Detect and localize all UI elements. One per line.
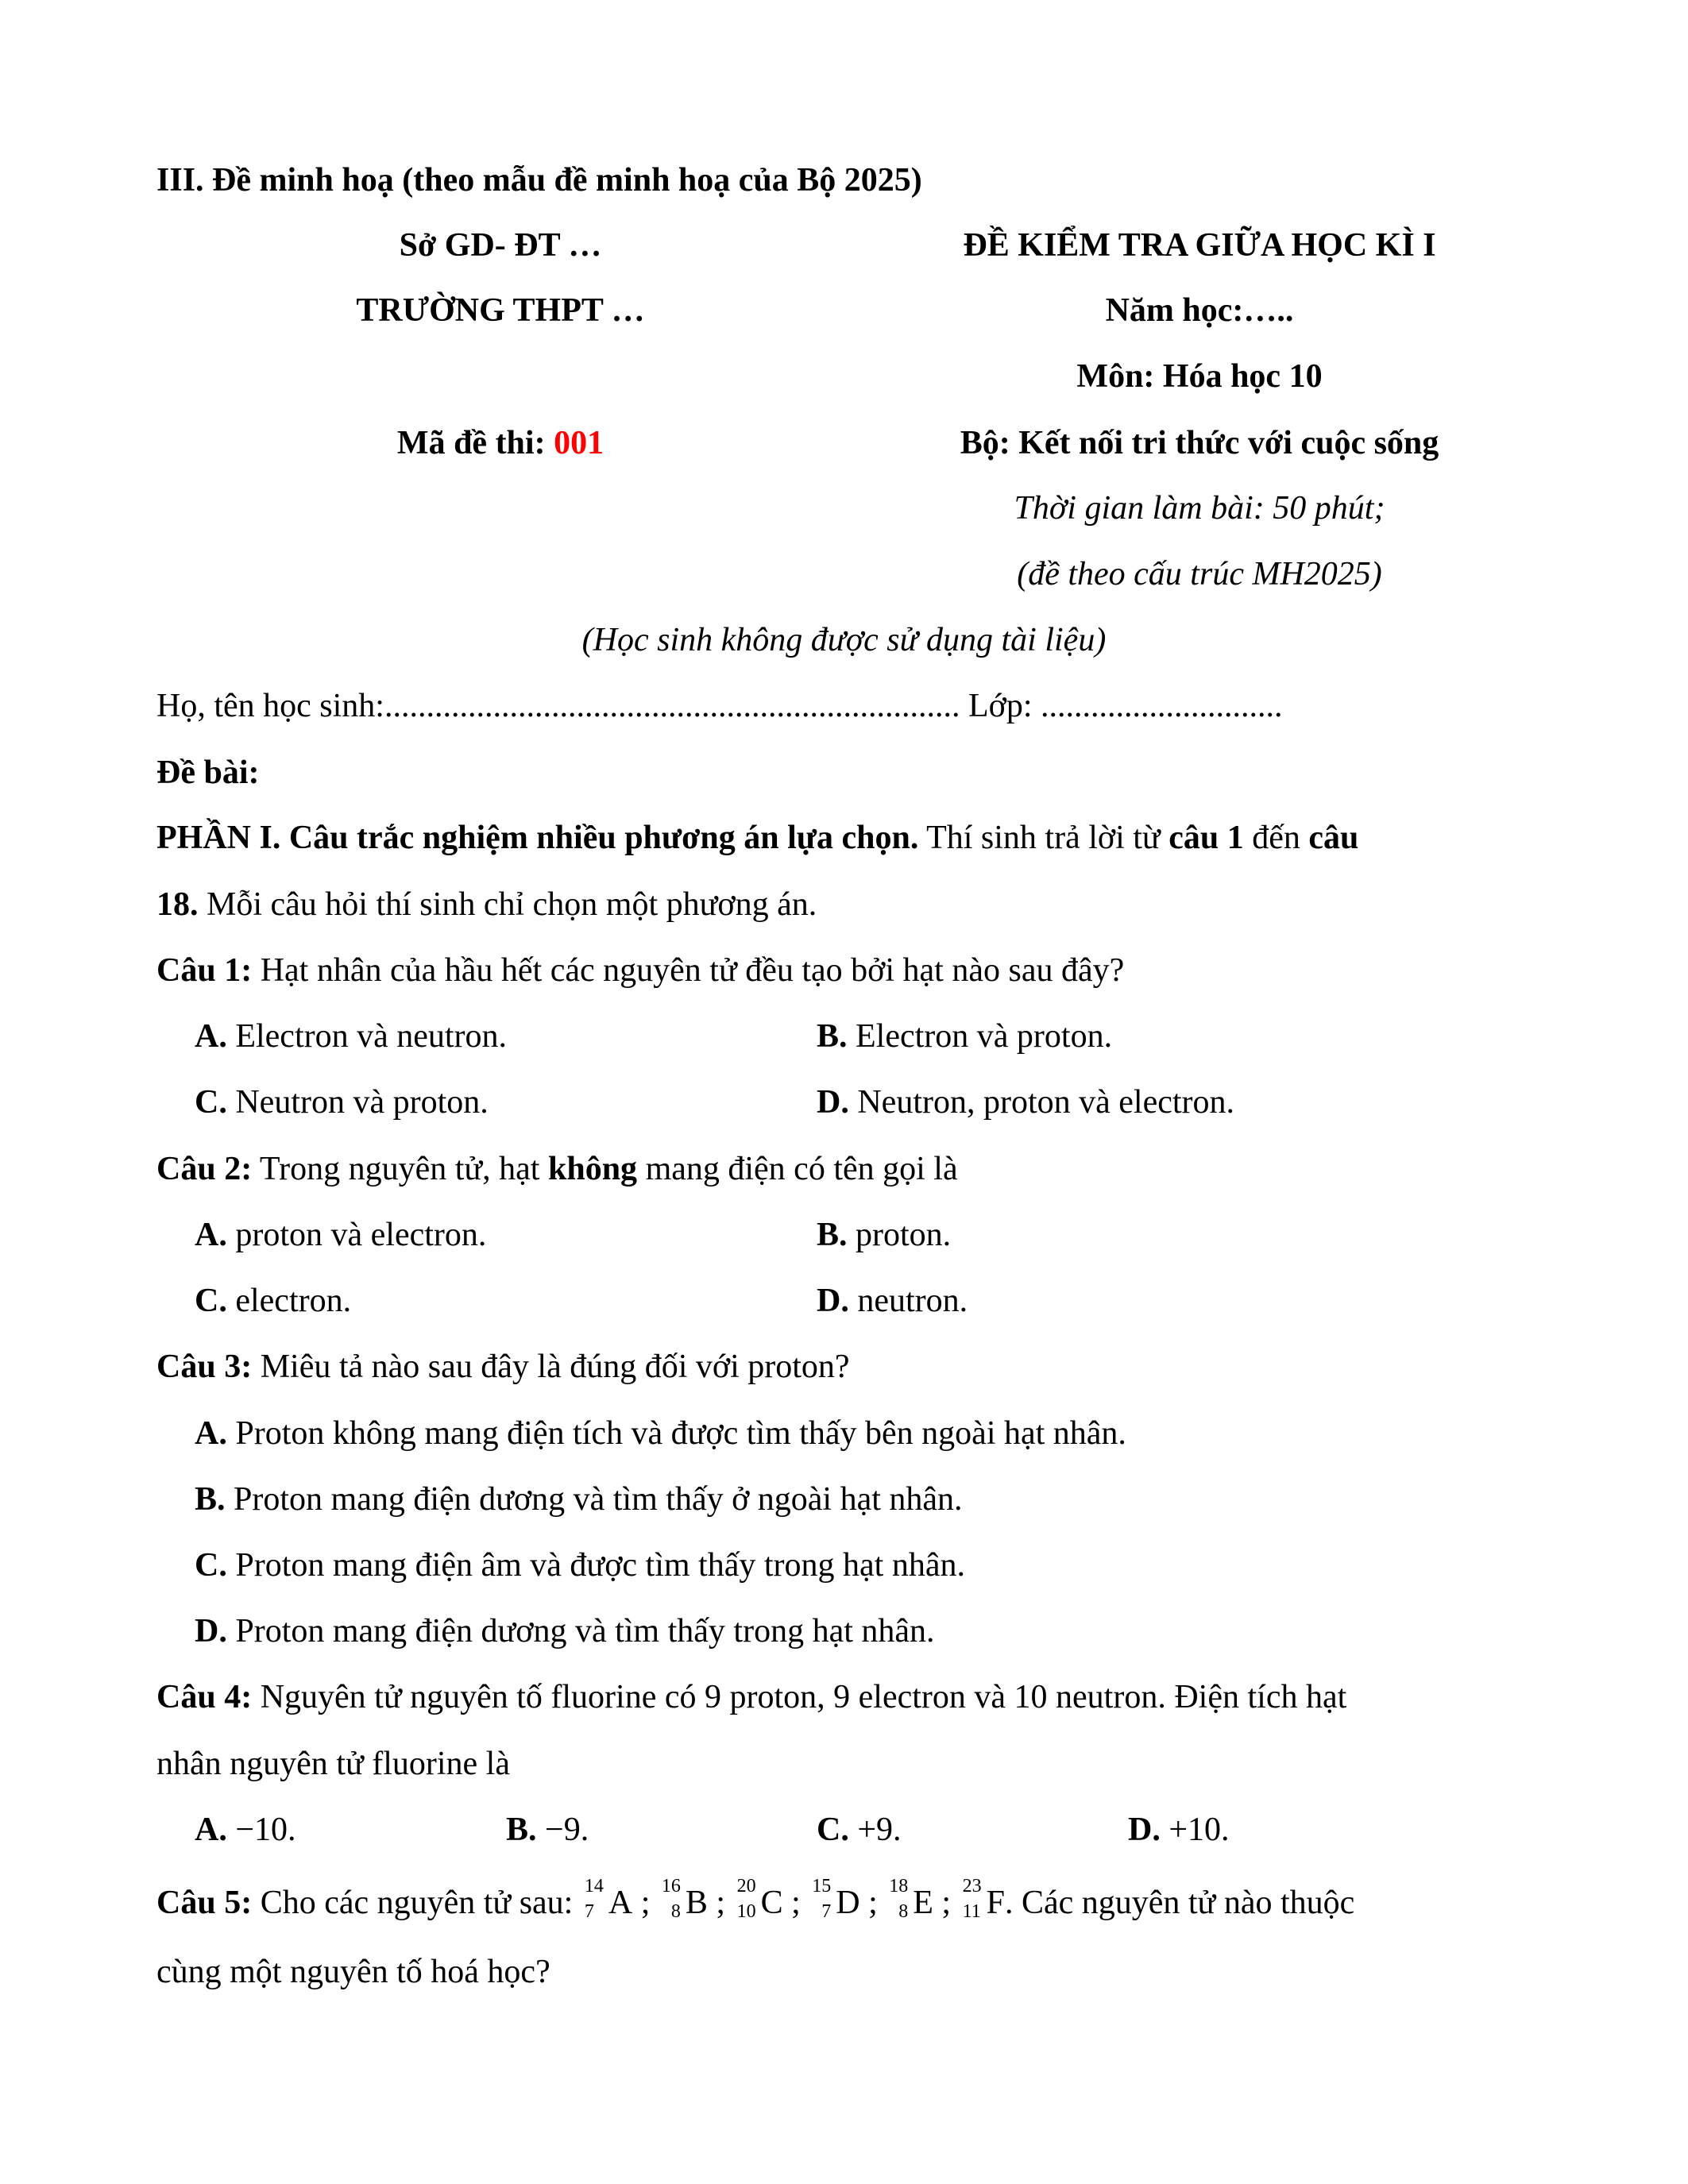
q1-option-d (817, 1086, 1234, 1119)
mass-number: 14 (584, 1876, 604, 1897)
q2-option-d (817, 1284, 968, 1318)
option-letter: A. (195, 1018, 227, 1055)
atomic-number: 10 (736, 1901, 756, 1922)
separator: ; (782, 1885, 801, 1921)
student-name-line: Họ, tên học sinh:..................................................................... Lớp: ............................. (156, 688, 1283, 724)
option-text: electron. (235, 1283, 352, 1319)
department-name: Sở GD- ĐT … (399, 227, 602, 264)
question-4-cont: nhân nguyên tử fluorine là (156, 1746, 510, 1782)
q1-option-c (195, 1086, 489, 1119)
mass-number: 16 (661, 1876, 681, 1897)
element-symbol: E (913, 1885, 933, 1921)
option-text: Electron và proton. (856, 1018, 1113, 1055)
exam-code (270, 426, 731, 460)
part1-text-bold: 18. (156, 886, 199, 923)
option-text: Neutron, proton và electron. (857, 1084, 1235, 1121)
question-text-bold: không (547, 1151, 638, 1187)
q1-option-b (817, 1020, 1112, 1053)
no-materials-note: (Học sinh không được sử dụng tài liệu) (581, 622, 1107, 658)
option-text: neutron. (857, 1283, 968, 1319)
question-4 (156, 1680, 1346, 1714)
option-text: Proton mang điện dương và tìm thấy ở ngoài hạt nhân. (234, 1481, 963, 1518)
question-label: Câu 3: (156, 1349, 253, 1385)
atomic-number: 7 (584, 1901, 594, 1922)
part1-text-bold: câu (1308, 820, 1359, 856)
option-letter: A. (195, 1217, 227, 1253)
question-text: mang điện có tên gọi là (637, 1151, 958, 1187)
atomic-number: 11 (962, 1901, 981, 1922)
mass-number: 20 (736, 1876, 756, 1897)
isotope-a (584, 1876, 633, 1922)
q2-option-b (817, 1218, 951, 1252)
question-label: Câu 4: (156, 1679, 253, 1715)
element-symbol: D (836, 1885, 860, 1921)
separator: ; (707, 1885, 726, 1921)
q3-option-a (195, 1417, 1126, 1450)
question-text: Miêu tả nào sau đây là đúng đối với proton? (252, 1349, 850, 1385)
option-letter: D. (1128, 1812, 1161, 1848)
question-2 (156, 1152, 958, 1186)
option-text: Proton mang điện âm và được tìm thấy trong hạt nhân. (235, 1547, 965, 1584)
atomic-number: 7 (821, 1901, 832, 1922)
section-title: III. Đề minh hoạ (theo mẫu đề minh hoạ của Bộ 2025) (156, 162, 922, 199)
separator: ; (933, 1885, 952, 1921)
option-letter: C. (195, 1084, 227, 1121)
option-text: Proton mang điện dương và tìm thấy trong hạt nhân. (235, 1613, 935, 1650)
option-letter: A. (195, 1812, 227, 1848)
question-label: Câu 5: (156, 1885, 253, 1921)
question-1 (156, 954, 1124, 987)
separator: ; (632, 1885, 651, 1921)
part1-text-bold: câu 1 (1168, 820, 1244, 856)
option-letter: C. (195, 1547, 227, 1584)
option-letter: A. (195, 1415, 227, 1452)
q4-option-a (195, 1813, 296, 1846)
question-5 (156, 1876, 1355, 1922)
option-letter: B. (817, 1217, 848, 1253)
question-label: Câu 1: (156, 952, 253, 989)
atomic-number: 8 (670, 1901, 681, 1922)
option-letter: B. (195, 1481, 226, 1518)
option-text: +9. (857, 1812, 902, 1848)
q4-option-b (506, 1813, 589, 1846)
option-text: +10. (1168, 1812, 1230, 1848)
part1-text: đến (1243, 820, 1309, 856)
mass-number: 15 (812, 1876, 832, 1897)
q4-option-d (1128, 1813, 1230, 1846)
mass-number: 23 (962, 1876, 982, 1897)
option-text: −10. (235, 1812, 296, 1848)
school-name: TRƯỜNG THPT … (356, 292, 645, 329)
part1-title: PHẦN I. Câu trắc nghiệm nhiều phương án lựa chọn. (156, 820, 919, 856)
option-letter: D. (817, 1084, 849, 1121)
textbook-series: Bộ: Kết nối tri thức với cuộc sống (960, 425, 1439, 461)
exam-title: ĐỀ KIỂM TRA GIỮA HỌC KÌ I (963, 227, 1436, 264)
option-letter: C. (817, 1812, 849, 1848)
isotope-e (889, 1876, 933, 1922)
option-letter: B. (506, 1812, 537, 1848)
q3-option-d (195, 1615, 935, 1648)
duration: Thời gian làm bài: 50 phút; (1014, 490, 1385, 527)
isotope-f (962, 1876, 1005, 1922)
isotope-d (812, 1876, 860, 1922)
part1-text: Mỗi câu hỏi thí sinh chỉ chọn một phương án. (198, 886, 817, 923)
option-text: −9. (545, 1812, 589, 1848)
q2-option-c (195, 1284, 351, 1318)
option-text: proton. (856, 1217, 952, 1253)
element-symbol: B (685, 1885, 708, 1921)
question-text: Trong nguyên tử, hạt (252, 1151, 548, 1187)
option-letter: D. (195, 1613, 227, 1650)
question-label: Câu 2: (156, 1151, 253, 1187)
q1-option-a (195, 1020, 507, 1053)
exam-structure: (đề theo cấu trúc MH2025) (1017, 556, 1382, 592)
isotope-c (736, 1876, 783, 1922)
de-bai-heading: Đề bài: (156, 754, 260, 791)
separator: ; (859, 1885, 878, 1921)
question-3 (156, 1350, 850, 1383)
exam-code-value: 001 (554, 425, 605, 461)
question-5-cont: cùng một nguyên tố hoá học? (156, 1954, 550, 1990)
question-text: Nguyên tử nguyên tố fluorine có 9 proton, 9 electron và 10 neutron. Điện tích hạt (252, 1679, 1347, 1715)
atomic-number: 8 (898, 1901, 909, 1922)
option-letter: B. (817, 1018, 848, 1055)
option-letter: D. (817, 1283, 849, 1319)
q2-option-a (195, 1218, 486, 1252)
element-symbol: F (986, 1885, 1005, 1921)
element-symbol: C (760, 1885, 783, 1921)
question-text: Cho các nguyên tử sau: (252, 1885, 574, 1921)
school-year: Năm học:….. (1105, 292, 1294, 329)
question-text: Hạt nhân của hầu hết các nguyên tử đều tạo bởi hạt nào sau đây? (252, 952, 1125, 989)
part1-instructions-cont (156, 888, 817, 921)
mass-number: 18 (889, 1876, 909, 1897)
part1-instructions (156, 821, 1358, 855)
part1-text: Thí sinh trả lời từ (918, 820, 1169, 856)
option-letter: C. (195, 1283, 227, 1319)
subject: Môn: Hóa học 10 (1076, 358, 1323, 395)
q3-option-b (195, 1483, 963, 1516)
q3-option-c (195, 1549, 965, 1582)
isotope-b (661, 1876, 708, 1922)
q4-option-c (817, 1813, 902, 1846)
option-text: Neutron và proton. (235, 1084, 489, 1121)
option-text: proton và electron. (235, 1217, 487, 1253)
exam-code-label: Mã đề thi: (396, 425, 546, 461)
element-symbol: A (608, 1885, 633, 1921)
option-text: Proton không mang điện tích và được tìm thấy bên ngoài hạt nhân. (235, 1415, 1126, 1452)
option-text: Electron và neutron. (235, 1018, 508, 1055)
question-text: . Các nguyên tử nào thuộc (1004, 1885, 1355, 1921)
